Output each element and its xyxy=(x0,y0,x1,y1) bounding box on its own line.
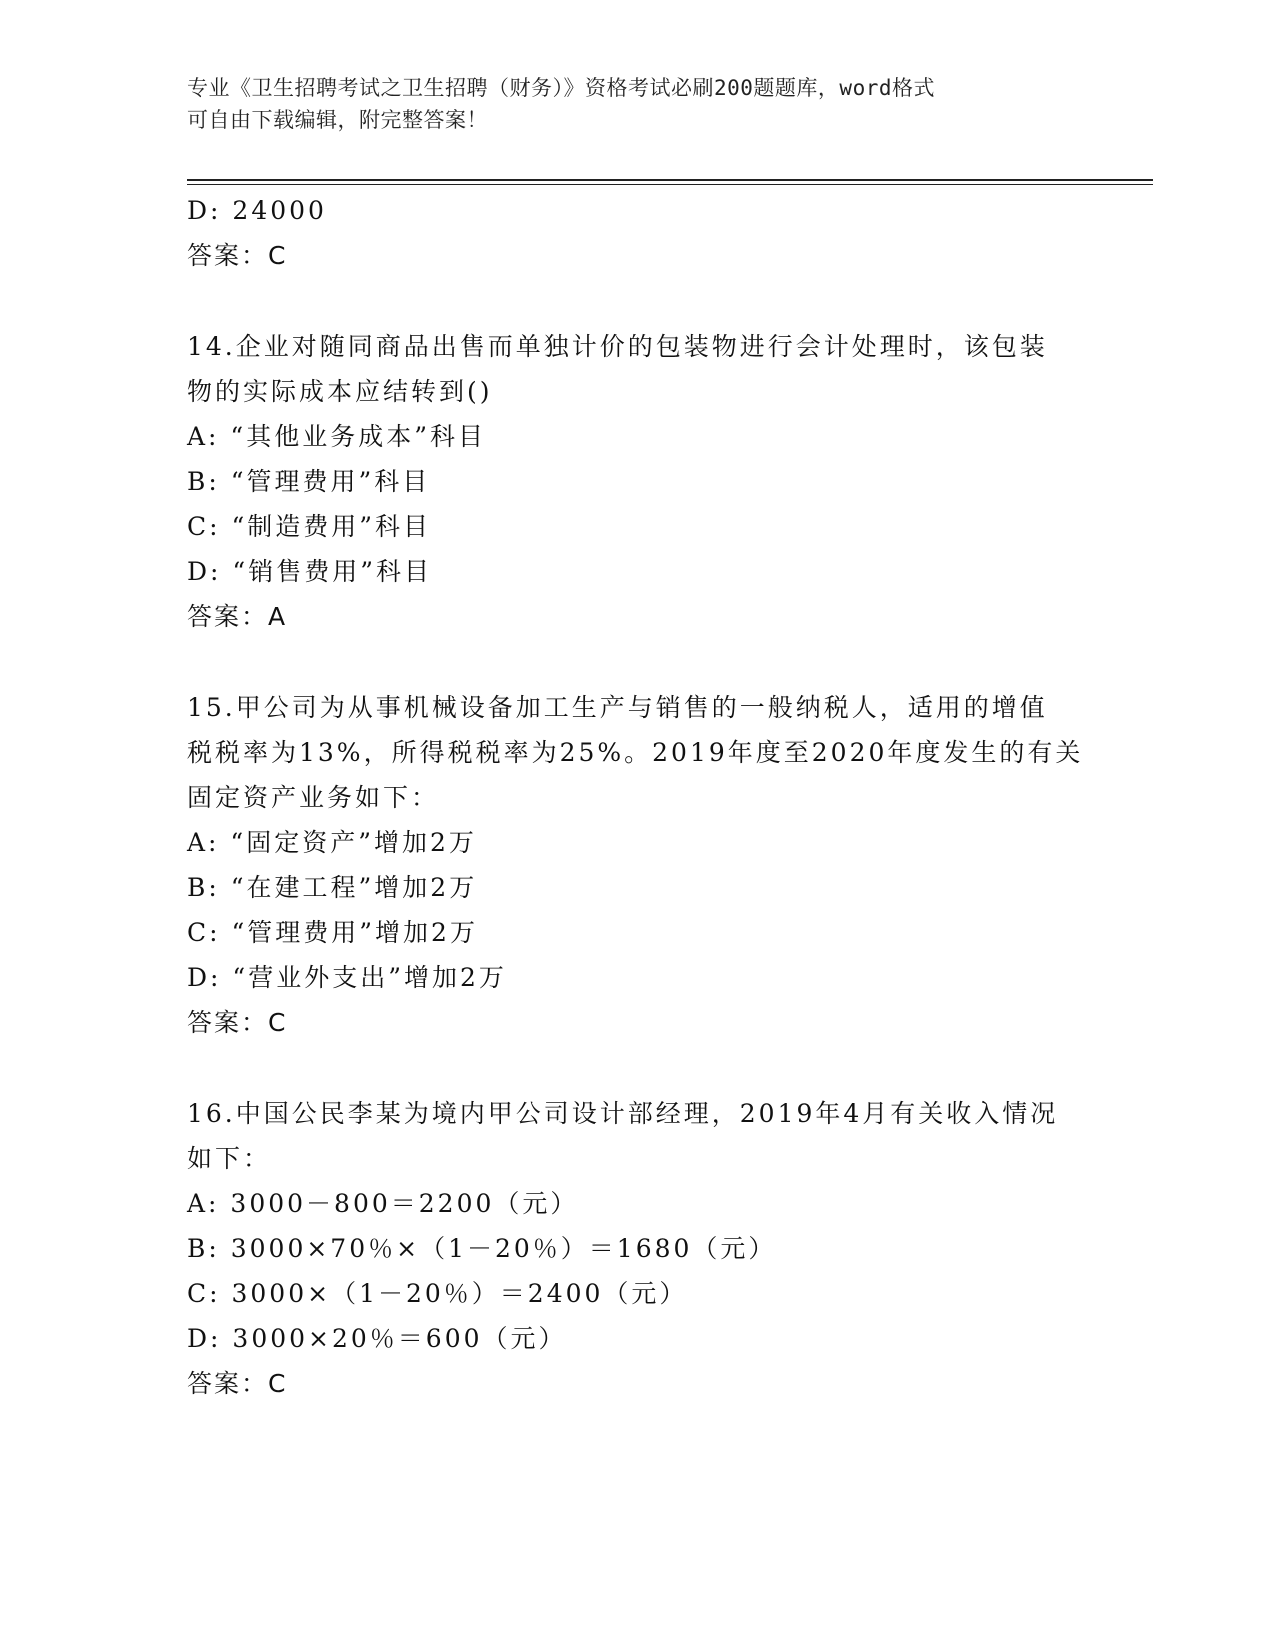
question-content xyxy=(187,188,1087,1406)
option-line: C: 3000×（1－20％）＝2400（元） xyxy=(187,1279,688,1308)
option-line: A: 3000－800＝2200（元） xyxy=(187,1189,579,1218)
option-line: C: “制造费用”科目 xyxy=(187,512,432,541)
question-stem-line: 税税率为13%，所得税税率为25%。2019年度至2020年度发生的有关 xyxy=(187,738,1084,767)
question-14 xyxy=(187,324,1087,639)
header-divider-thin xyxy=(187,184,1153,185)
question-stem-line: 固定资产业务如下： xyxy=(187,783,440,812)
question-stem-line: 如下： xyxy=(187,1144,272,1173)
previous-question-tail xyxy=(187,188,1087,278)
option-line: D: 3000×20％＝600（元） xyxy=(187,1324,567,1353)
question-stem-line: 16.中国公民李某为境内甲公司设计部经理，2019年4月有关收入情况 xyxy=(187,1099,1059,1128)
option-line: D: “营业外支出”增加2万 xyxy=(187,963,507,992)
answer-line: 答案：A xyxy=(187,602,288,631)
question-15 xyxy=(187,685,1087,1045)
option-line: A: “固定资产”增加2万 xyxy=(187,828,477,857)
option-line: D: “销售费用”科目 xyxy=(187,557,432,586)
question-stem-line: 15.甲公司为从事机械设备加工生产与销售的一般纳税人，适用的增值 xyxy=(187,693,1048,722)
header-divider-thick xyxy=(187,179,1153,181)
answer-line: 答案：C xyxy=(187,1008,288,1037)
option-line: C: “管理费用”增加2万 xyxy=(187,918,478,947)
answer-line: 答案：C xyxy=(187,241,288,270)
option-line: B: “管理费用”科目 xyxy=(187,467,431,496)
option-line: D: 24000 xyxy=(187,196,327,225)
option-line: B: “在建工程”增加2万 xyxy=(187,873,478,902)
question-16 xyxy=(187,1091,1087,1406)
question-stem-line: 14.企业对随同商品出售而单独计价的包装物进行会计处理时，该包装 xyxy=(187,332,1048,361)
header-line-1: 专业《卫生招聘考试之卫生招聘（财务）》资格考试必刷200题题库，word格式 xyxy=(187,76,935,100)
question-stem-line: 物的实际成本应结转到() xyxy=(187,377,493,406)
option-line: A: “其他业务成本”科目 xyxy=(187,422,486,451)
answer-line: 答案：C xyxy=(187,1369,288,1398)
header-line-2: 可自由下载编辑，附完整答案！ xyxy=(187,108,488,132)
document-header xyxy=(187,72,1067,136)
option-line: B: 3000×70％×（1－20％）＝1680（元） xyxy=(187,1234,777,1263)
